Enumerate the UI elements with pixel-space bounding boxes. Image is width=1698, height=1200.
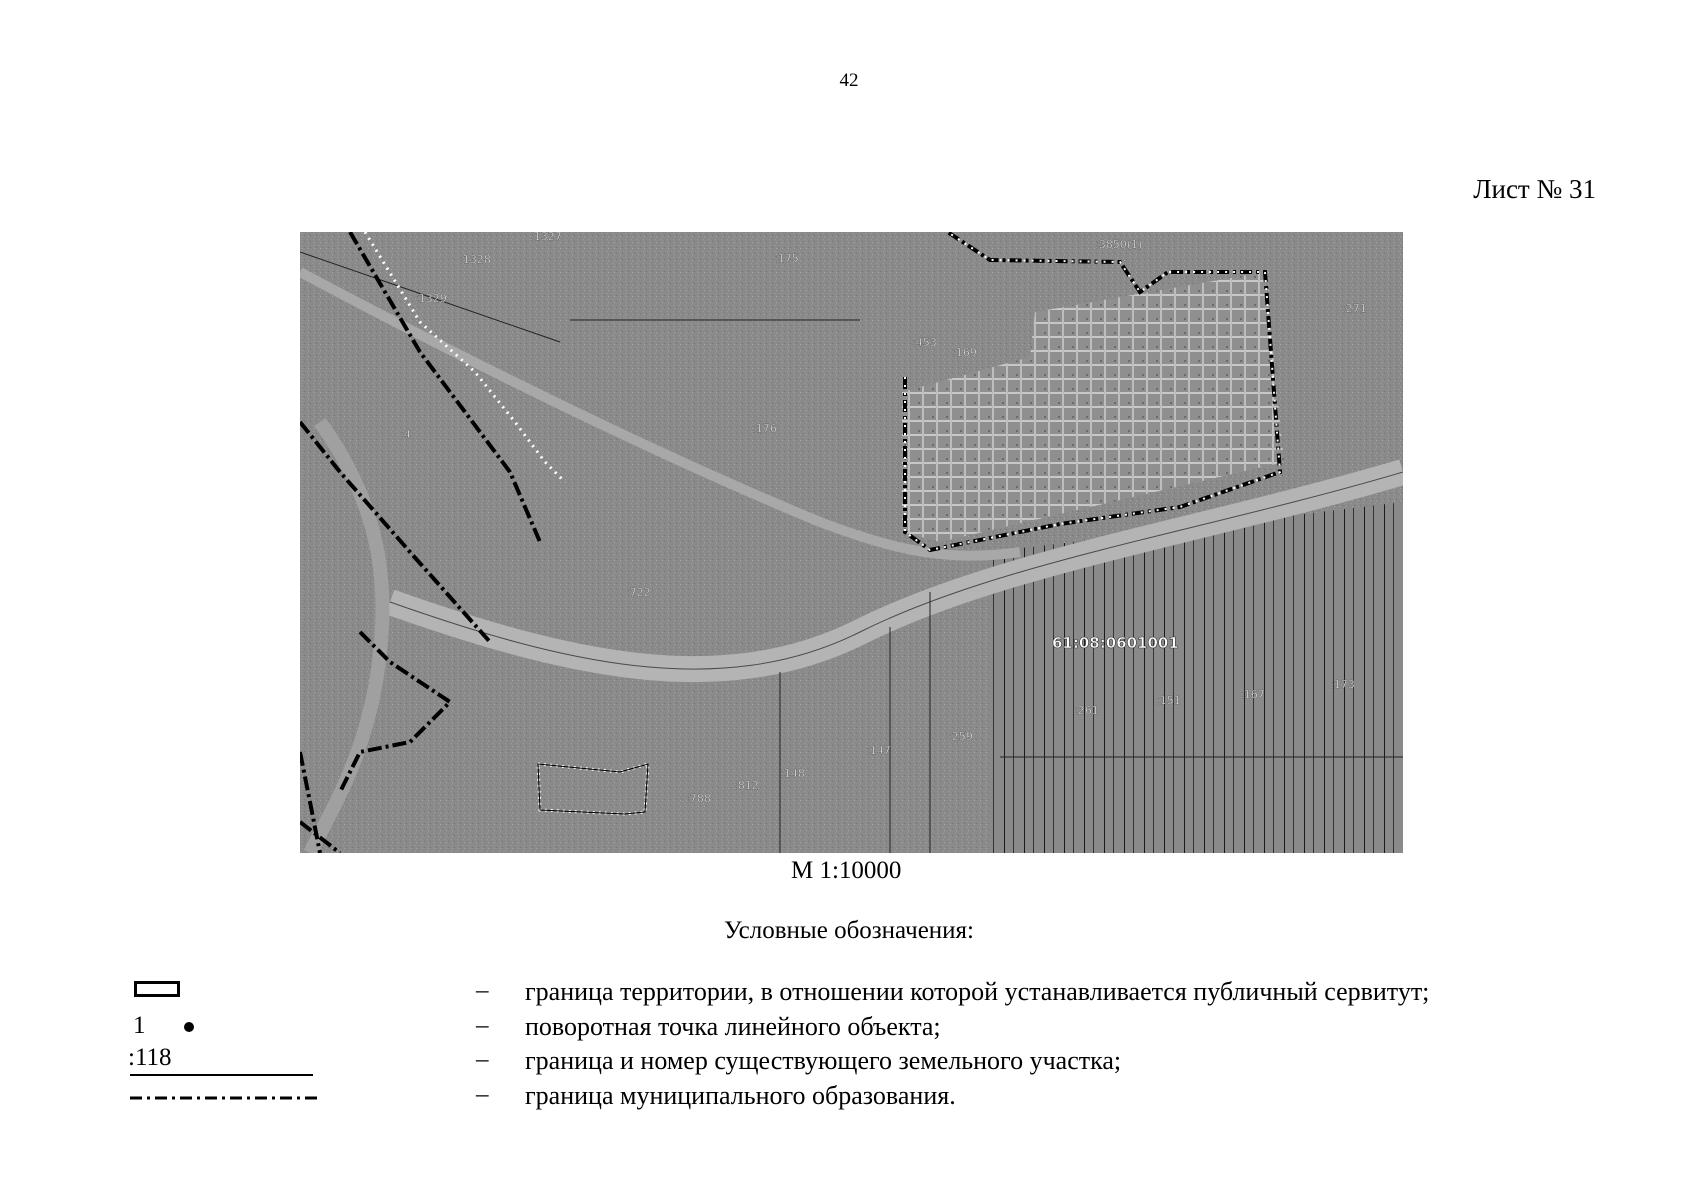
parcel-label: :1329 <box>415 292 447 305</box>
legend-item <box>0 1044 1698 1078</box>
legend-item <box>0 975 1698 1009</box>
municipal-boundary-symbol <box>128 1079 328 1113</box>
parcel-label: :271 <box>1342 302 1367 315</box>
scale-label: М 1:10000 <box>791 857 902 884</box>
legend-text: граница муниципального образования. <box>525 1081 956 1110</box>
parcel-number-sample: :118 <box>128 1044 172 1071</box>
legend-text: граница территории, в отношении которой устанавливается публичный сервитут; <box>525 977 1430 1006</box>
turning-point-symbol <box>128 1010 328 1044</box>
parcel-label: :453 <box>912 336 937 349</box>
easement-boundary-symbol <box>128 975 328 1009</box>
rectangle-icon <box>134 981 180 997</box>
page-number: 42 <box>839 70 859 91</box>
parcel-label: :169 <box>952 346 977 359</box>
quarter-label: 61:08:0601001 <box>1052 634 1179 652</box>
parcel-boundary-symbol <box>128 1044 328 1078</box>
dash-dot-line-icon <box>130 1095 320 1101</box>
parcel-label: :3850(1) <box>1095 238 1143 251</box>
parcel-label: :176 <box>752 422 777 435</box>
parcel-label: :259 <box>948 730 973 743</box>
legend-dash: – <box>476 1046 489 1073</box>
parcel-label: :261 <box>1074 704 1099 717</box>
sheet-label: Лист № 31 <box>1473 174 1596 204</box>
legend-dash: – <box>476 1081 489 1108</box>
parcel-label: :147 <box>866 744 891 757</box>
parcel-label: :173 <box>1330 678 1355 691</box>
parcel-label: :788 <box>686 792 711 805</box>
parcel-label: :4 <box>400 428 411 441</box>
dot-icon <box>184 1022 194 1032</box>
parcel-label: :1327 <box>530 232 562 243</box>
turning-point-number: 1 <box>133 1012 146 1039</box>
parcel-label: :167 <box>1240 688 1265 701</box>
legend-item <box>0 1010 1698 1044</box>
parcel-label: :175 <box>774 252 799 265</box>
parcel-label: :722 <box>626 586 651 599</box>
legend-dash: – <box>476 1012 489 1039</box>
legend-dash: – <box>476 977 489 1004</box>
legend-item <box>0 1079 1698 1113</box>
legend-text: поворотная точка линейного объекта; <box>525 1012 941 1041</box>
legend-title: Условные обозначения: <box>723 917 975 944</box>
parcel-label: :151 <box>1156 694 1181 707</box>
parcel-label: :1328 <box>459 253 491 266</box>
parcel-label: :812 <box>734 779 759 792</box>
legend-text: граница и номер существующего земельного участка; <box>525 1046 1122 1075</box>
parcel-line-icon <box>130 1074 313 1076</box>
parcel-label: :148 <box>780 767 805 780</box>
cadastral-map[interactable] <box>300 232 1403 853</box>
